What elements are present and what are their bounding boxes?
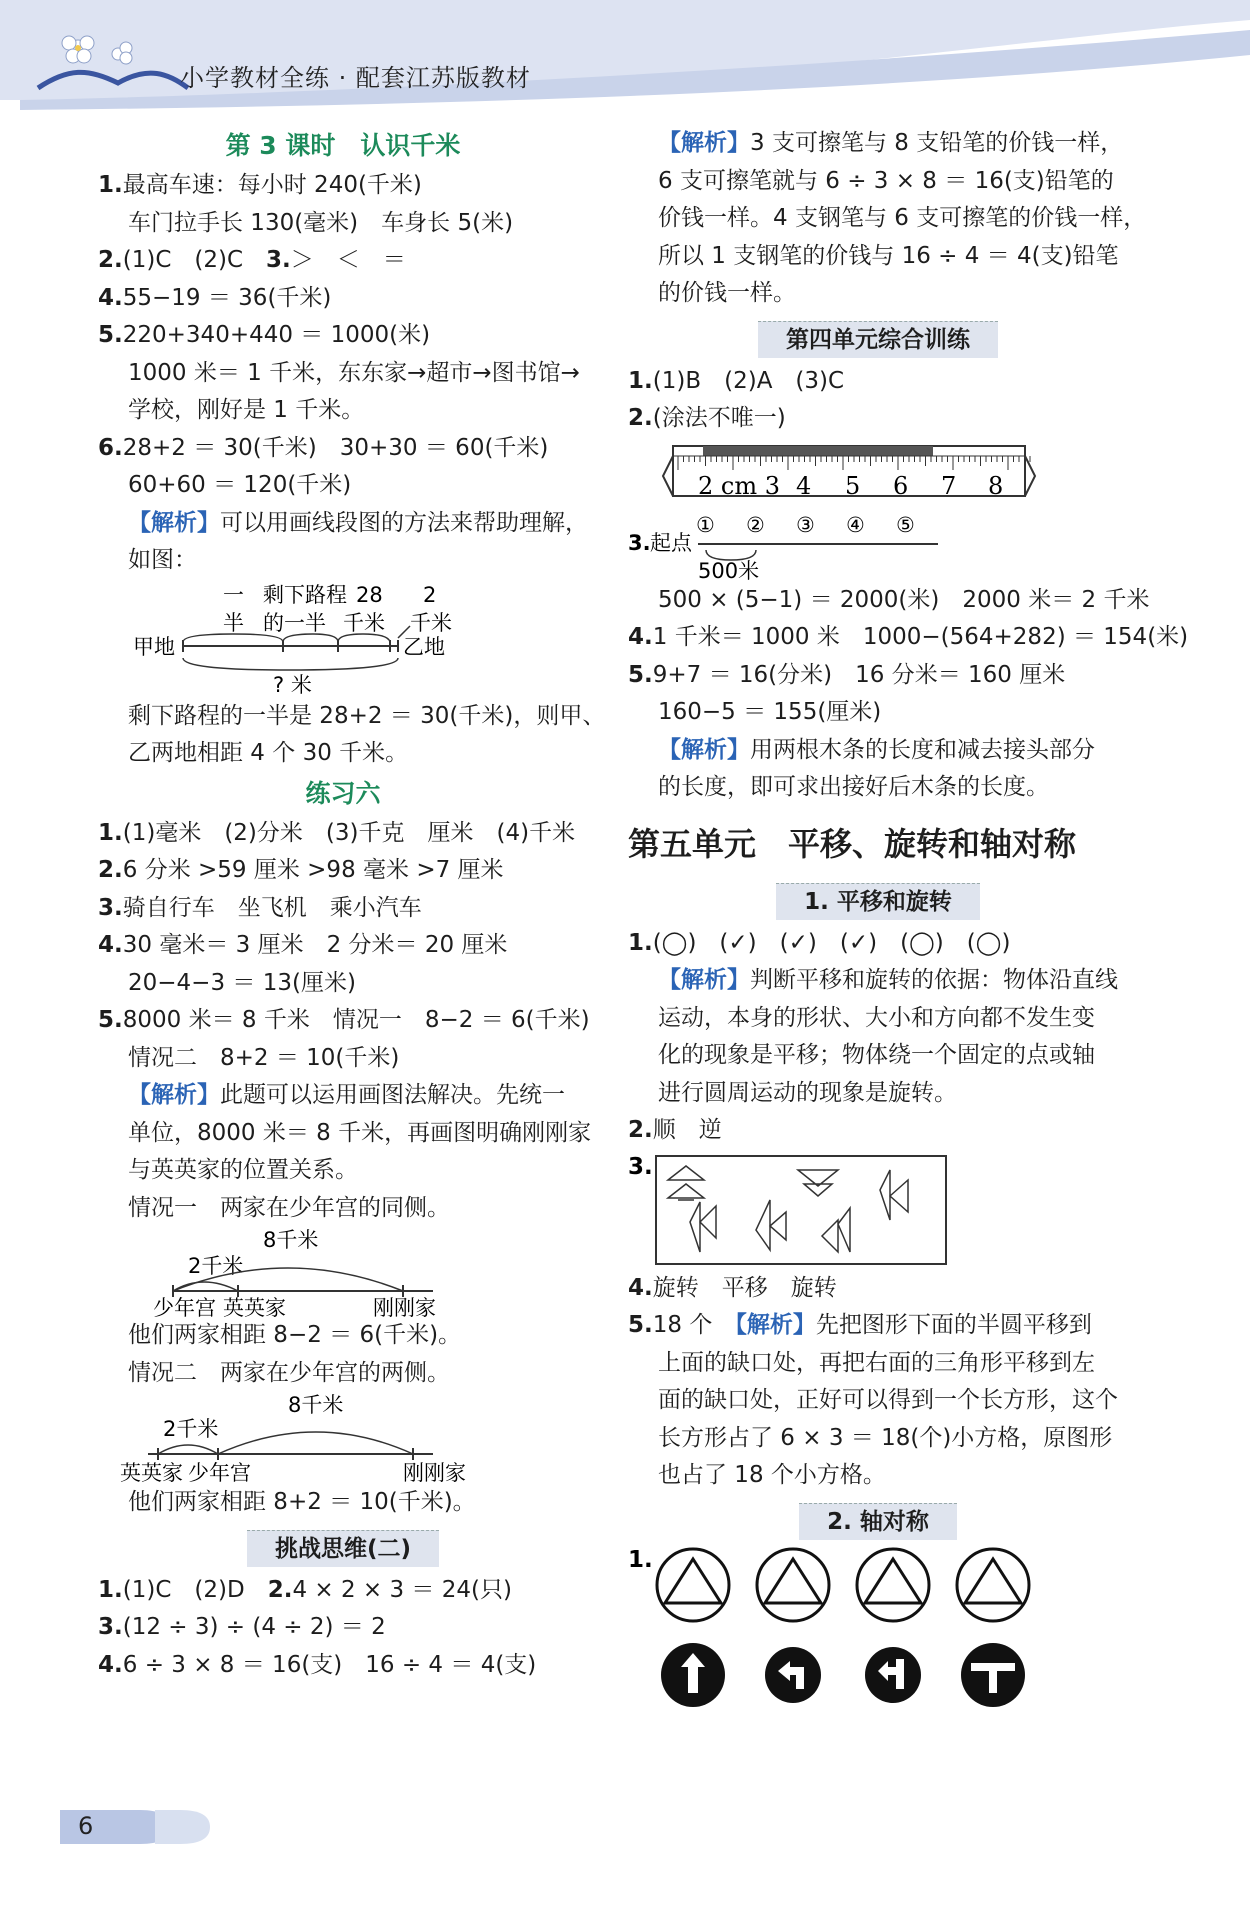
analysis-line: 如图：: [128, 547, 197, 573]
answer-line: 4.1 千米＝ 1000 米 1000−(564+282) ＝ 154(米): [628, 624, 1189, 650]
answer-line: 剩下路程的一半是 28+2 ＝ 30(千米)，则甲、: [128, 702, 606, 729]
page-header: [0, 0, 1250, 110]
answer-line: 乙两地相距 4 个 30 千米。: [128, 740, 409, 766]
lesson-title: 第 3 课时 认识千米: [225, 131, 461, 160]
analysis-line: 【解析】用两根木条的长度和减去接头部分: [658, 736, 1095, 763]
fig3-label: 少年宫: [188, 1461, 251, 1484]
section-title-box: [628, 313, 1128, 363]
analysis-line: 【解析】此题可以运用画图法解决。先统一: [128, 1082, 565, 1108]
answer-line: 2.(涂法不唯一): [628, 405, 786, 431]
answer-line: 1.(1)毫米 (2)分米 (3)千克 厘米 (4)千米: [98, 819, 576, 846]
answer-line: 20−4−3 ＝ 13(厘米): [128, 969, 356, 996]
answer-line: 4.30 毫米＝ 3 厘米 2 分米＝ 20 厘米: [98, 932, 508, 958]
page-number-tab: [60, 1810, 210, 1844]
question-number: 3.: [628, 530, 651, 555]
fig1-label: 一: [223, 582, 244, 607]
answer-line: 1000 米＝ 1 千米，东东家→超市→图书馆→: [128, 359, 580, 386]
fig1-label: 剩下路程: [263, 582, 347, 607]
section-title: 练习六: [305, 778, 381, 808]
segment-diagram-2: [98, 1227, 588, 1317]
fig1-label: 乙地: [403, 634, 445, 659]
answer-line: 160−5 ＝ 155(厘米): [658, 699, 882, 725]
answer-line: 学校，刚好是 1 千米。: [128, 397, 365, 423]
fig1-label: 千米: [343, 610, 385, 635]
answer-line: 5.8000 米＝ 8 千米 情况一 8−2 ＝ 6(千米): [98, 1007, 590, 1033]
analysis-line: 6 支可擦笔就与 6 ÷ 3 × 8 ＝ 16(支)铅笔的: [658, 167, 1114, 194]
answer-line: 5.18 个 【解析】先把图形下面的半圆平移到: [628, 1312, 1092, 1338]
case-line: 情况一 两家在少年宫的同侧。: [128, 1194, 450, 1221]
analysis-line: 与英英家的位置关系。: [128, 1157, 358, 1183]
start-label: 起点: [650, 530, 692, 555]
answer-line: 5.220+340+440 ＝ 1000(米): [98, 322, 431, 348]
traffic-signs-figure: [628, 1545, 1128, 1715]
ruler-label: 7: [941, 471, 957, 500]
analysis-line: 运动，本身的形状、大小和方向都不发生变: [658, 1004, 1095, 1031]
answer-line: 4.6 ÷ 3 × 8 ＝ 16(支) 16 ÷ 4 ＝ 4(支): [98, 1651, 537, 1678]
answer-line: 3.(12 ÷ 3) ÷ (4 ÷ 2) ＝ 2: [98, 1614, 386, 1640]
point-label: ③: [796, 512, 815, 537]
answer-line: 500 × (5−1) ＝ 2000(米) 2000 米＝ 2 千米: [658, 586, 1150, 613]
analysis-line: 进行圆周运动的现象是旋转。: [658, 1079, 957, 1106]
answer-line: 他们两家相距 8+2 ＝ 10(千米)。: [128, 1489, 476, 1515]
fig1-label: 的一半: [263, 610, 326, 635]
analysis-line: 上面的缺口处，再把右面的三角形平移到左: [658, 1349, 1095, 1376]
fig1-label: 甲地: [133, 634, 175, 659]
section-title: 1. 平移和旋转: [776, 883, 980, 920]
analysis-line: 【解析】判断平移和旋转的依据：物体沿直线: [658, 967, 1118, 993]
answer-line: 6.28+2 ＝ 30(千米) 30+30 ＝ 60(千米): [98, 434, 549, 461]
distance-label: 500米: [698, 558, 760, 582]
answer-line: 1.(1)C (2)D 2.4 × 2 × 3 ＝ 24(只): [98, 1576, 512, 1603]
answer-line: 2.6 分米 >59 厘米 >98 毫米 >7 厘米: [98, 857, 504, 883]
fig2-label: 英英家: [223, 1296, 286, 1317]
answer-line: 1.(◯) (✓) (✓) (✓) (◯) (◯): [628, 929, 1011, 956]
fig1-label: 千米: [410, 610, 452, 635]
fig2-label: 刚刚家: [373, 1296, 436, 1317]
left-column: [98, 125, 606, 1684]
analysis-line: 也占了 18 个小方格。: [658, 1462, 886, 1488]
answer-line: 车门拉手长 130(毫米) 车身长 5(米): [128, 209, 514, 236]
ruler-label: 4: [796, 471, 812, 500]
answer-line: 4.55−19 ＝ 36(千米): [98, 284, 332, 311]
case-line: 情况二 两家在少年宫的两侧。: [128, 1359, 450, 1386]
section-title: 2. 轴对称: [799, 1503, 957, 1540]
analysis-line: 的价钱一样。: [658, 280, 796, 306]
section-title: 第四单元综合训练: [758, 321, 998, 358]
analysis-line: 长方形占了 6 × 3 ＝ 18(个)小方格，原图形: [658, 1424, 1113, 1451]
fig3-label: 英英家: [120, 1461, 183, 1484]
answer-line: 2.(1)C (2)C 3.＞ ＜ ＝: [98, 247, 406, 273]
fig3-label: 8千米: [288, 1393, 344, 1417]
section-title: 挑战思维(二): [247, 1530, 439, 1567]
fig1-label: 半: [223, 610, 244, 635]
fig2-label: 2千米: [188, 1254, 244, 1278]
fig2-label: 8千米: [263, 1228, 319, 1252]
ruler-label: 2 cm 3: [698, 471, 780, 500]
ruler-label: 6: [893, 471, 909, 500]
answer-line: 3.骑自行车 坐飞机 乘小汽车: [98, 894, 422, 921]
analysis-line: 所以 1 支钢笔的价钱与 16 ÷ 4 ＝ 4(支)铅笔: [658, 242, 1119, 269]
answer-line: 5.9+7 ＝ 16(分米) 16 分米＝ 160 厘米: [628, 661, 1066, 688]
warning-sign-icon: [657, 1549, 1029, 1621]
section-title-box: [628, 875, 1128, 925]
fig1-label: ? 米: [273, 672, 312, 697]
segment-diagram-3: [98, 1392, 588, 1484]
fig3-label: 刚刚家: [403, 1461, 466, 1484]
answer-line: 情况二 8+2 ＝ 10(千米): [128, 1044, 400, 1071]
arrow-sign-icon: [661, 1643, 1025, 1707]
fish-shapes-figure: [628, 1150, 1128, 1270]
start-line-figure: [628, 510, 1128, 582]
analysis-line: 【解析】可以用画线段图的方法来帮助理解，: [128, 509, 588, 536]
fig1-label: 28: [356, 582, 383, 607]
analysis-line: 【解析】3 支可擦笔与 8 支铅笔的价钱一样，: [658, 130, 1124, 156]
question-number: 1.: [628, 1546, 653, 1573]
question-number: 3.: [628, 1153, 653, 1180]
analysis-line: 单位，8000 米＝ 8 千米，再画图明确刚刚家: [128, 1119, 592, 1146]
right-column: [628, 125, 1189, 1715]
unit-title: 第五单元 平移、旋转和轴对称: [628, 824, 1077, 863]
analysis-line: 价钱一样。4 支钢笔与 6 支可擦笔的价钱一样，: [658, 205, 1147, 231]
analysis-line: 面的缺口处，正好可以得到一个长方形，这个: [658, 1387, 1118, 1413]
analysis-line: 化的现象是平移；物体绕一个固定的点或轴: [658, 1042, 1095, 1068]
fig2-label: 少年宫: [153, 1296, 216, 1317]
section-title-box: [98, 1522, 588, 1572]
point-label: ⑤: [896, 512, 915, 537]
answer-line: 他们两家相距 8−2 ＝ 6(千米)。: [128, 1322, 462, 1348]
header-title: 小学教材全练 · 配套江苏版教材: [180, 64, 531, 92]
answer-line: 1.(1)B (2)A (3)C: [628, 367, 845, 394]
answer-line: 2.顺 逆: [628, 1117, 722, 1143]
answer-line: 4.旋转 平移 旋转: [628, 1274, 837, 1301]
section-title-box: [628, 1495, 1128, 1545]
analysis-line: 的长度，即可求出接好后木条的长度。: [658, 774, 1049, 800]
ruler-label: 8: [988, 471, 1004, 500]
ruler-figure: [628, 438, 1128, 510]
answer-line: 60+60 ＝ 120(千米): [128, 472, 352, 498]
answer-line: 1.最高车速：每小时 240(千米): [98, 172, 422, 198]
fig1-label: 2: [423, 582, 437, 607]
point-label: ①: [696, 512, 715, 537]
fig3-label: 2千米: [163, 1417, 219, 1441]
point-label: ④: [846, 512, 865, 537]
point-label: ②: [746, 512, 765, 537]
ruler-label: 5: [845, 471, 861, 500]
page-number: 6: [78, 1812, 94, 1840]
segment-diagram-1: [98, 580, 588, 698]
header-band: [0, 0, 1250, 110]
